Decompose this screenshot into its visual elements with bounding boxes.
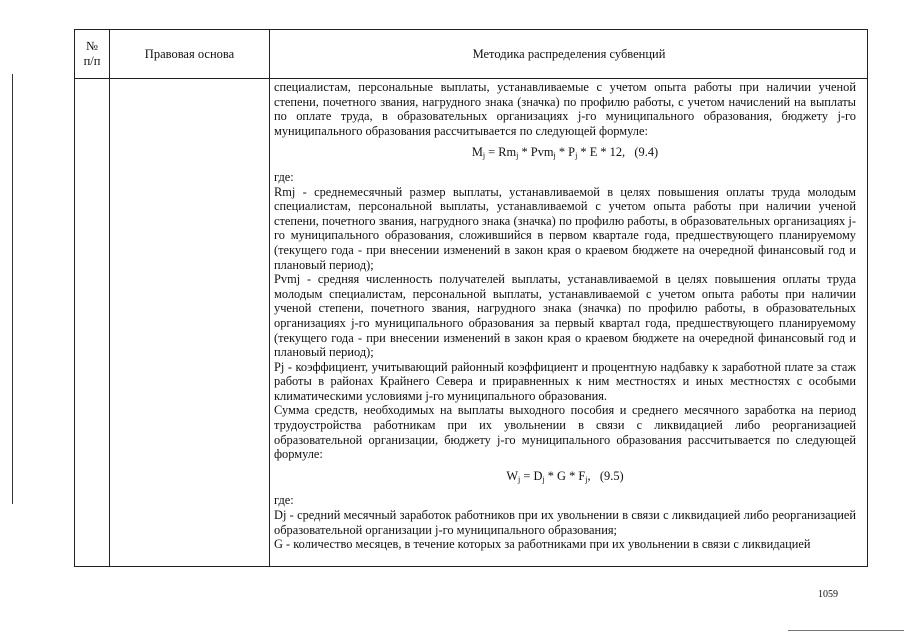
definition-d: Dj - средний месячный заработок работников при их увольнении в связи с ликвидацией либо реорганизацией образовательной организации j-го муниципального образования; (274, 508, 856, 537)
header-methodology-cell: Методика распределения субвенций (472, 46, 666, 61)
header-number-cell: № п/п (83, 39, 101, 68)
column-divider (109, 30, 110, 566)
formula-9-4-text: $M_j = Rm_j * Pvm_j * P_j * E * 12$, (9.4) (471, 145, 659, 161)
header-divider (75, 78, 867, 79)
scan-edge-line (12, 74, 13, 504)
page-number: 1059 (818, 589, 838, 600)
header-legal-basis-cell: Правовая основа (144, 46, 235, 61)
intro-paragraph: специалистам, персональные выплаты, устанавливаемые с учетом опыта работы при наличии ученой степени, почетного звания, нагрудного знака (значка) по профилю работы, с учетом начислений на выплаты по оплате труда, в образовательных организациях j-го муниципального образования, бюджету j-го муниципального образования рассчитывается по следующей формуле: (274, 80, 856, 138)
formula-9-5 (274, 469, 856, 484)
formula-9-5-text: $W_j = D_j * G * F_j$, (9.5) (506, 468, 624, 484)
definition-p: Pj - коэффициент, учитывающий районный коэффициент и процентную надбавку к заработной плате за стаж работы в районах Крайнего Севера и приравненных к ним местностях и иных местностях с особыми климатическими условиями j-го муниципального образования. (274, 359, 856, 403)
where-label-1: где: (274, 169, 294, 184)
where-label-2: где: (274, 493, 294, 508)
methodology-content (274, 80, 856, 552)
definition-rm: Rmj - среднемесячный размер выплаты, устанавливаемой в целях повышения оплаты труда молодым специалистам, персональной выплаты, устанавливаемой с учетом опыта работы при наличии ученой степени, почетного звания, нагрудного знака (значка) по профилю работы, в образовательных организациях j-го муниципального образования, сложившийся в первом квартале года, предшествующего планируемому (текущего года - при внесении изменений в закон края о краевом бюджете на очередной финансовый год и плановый период); (274, 184, 856, 272)
definition-g: G - количество месяцев, в течение которых за работниками при их увольнении в связи с ликвидацией (274, 537, 811, 552)
sum-paragraph: Сумма средств, необходимых на выплаты выходного пособия и среднего месячного заработка на период трудоустройства работникам при их увольнении в связи с ликвидацией либо реорганизацией образовательной организации, бюджету j-го муниципального образования рассчитывается по следующей формуле: (274, 403, 856, 462)
definition-pvm: Pvmj - средняя численность получателей выплаты, устанавливаемой в целях повышения оплаты труда молодым специалистам, персональной выплаты, устанавливаемой с учетом опыта работы при наличии ученой степени, почетного звания, нагрудного знака (значка) по профилю работы, в образовательных организациях j-го муниципального образования за первый квартал года, предшествующего планируемому (текущего года - при внесении изменений в закон края о краевом бюджете на очередной финансовый год и плановый период); (274, 272, 856, 360)
scan-bottom-line (788, 630, 904, 631)
document-table (74, 29, 868, 567)
formula-9-4 (274, 145, 856, 160)
column-divider (269, 30, 270, 566)
